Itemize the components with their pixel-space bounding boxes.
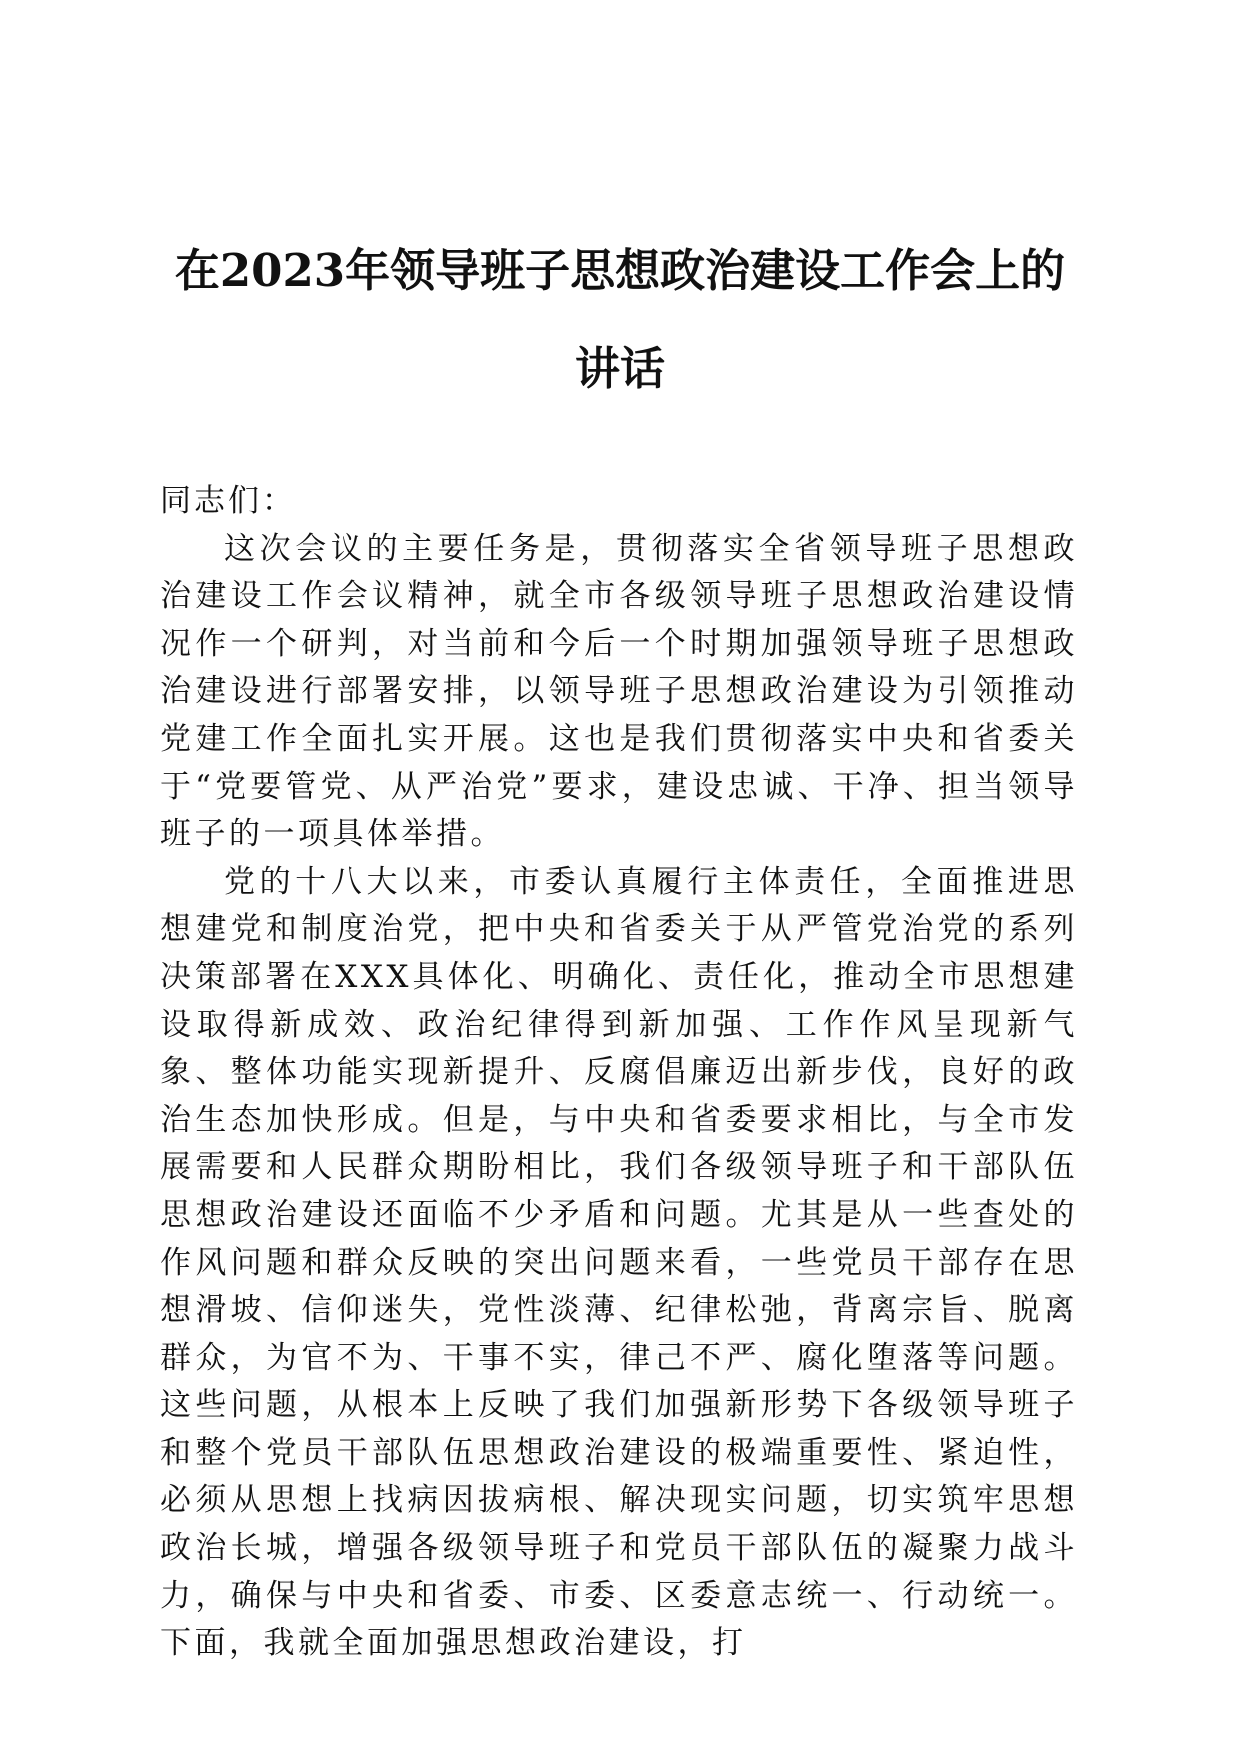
document-body [160,478,1078,1668]
paragraph-2: 党的十八大以来，市委认真履行主体责任，全面推进思想建党和制度治党，把中央和省委关于从严管党治党的系列决策部署在XXX具体化、明确化、责任化，推动全市思想建设取得新成效、政治纪律得到新加强、工作作风呈现新气象、整体功能实现新提升、反腐倡廉迈出新步伐，良好的政治生态加快形成。但是，与中央和省委要求相比，与全市发展需要和人民群众期盼相比，我们各级领导班子和干部队伍思想政治建设还面临不少矛盾和问题。尤其是从一些查处的作风问题和群众反映的突出问题来看，一些党员干部存在思想滑坡、信仰迷失，党性淡薄、纪律松弛，背离宗旨、脱离群众，为官不为、干事不实，律己不严、腐化堕落等问题。这些问题，从根本上反映了我们加强新形势下各级领导班子和整个党员干部队伍思想政治建设的极端重要性、紧迫性，必须从思想上找病因拔病根、解决现实问题，切实筑牢思想政治长城，增强各级领导班子和党员干部队伍的凝聚力战斗力，确保与中央和省委、市委、区委意志统一、行动统一。下面，我就全面加强思想政治建设，打 [160,863,1078,1662]
salutation: 同志们： [160,483,296,519]
title-line-2: 讲话 [574,342,665,395]
paragraph-1: 这次会议的主要任务是，贯彻落实全省领导班子思想政治建设工作会议精神，就全市各级领导班子思想政治建设情况作一个研判，对当前和今后一个时期加强领导班子思想政治建设进行部署安排，以领导班子思想政治建设为引领推动党建工作全面扎实开展。这也是我们贯彻落实中央和省委关于“党要管党、从严治党”要求，建设忠诚、干净、担当领导班子的一项具体举措。 [160,530,1078,853]
document-title [140,222,1100,418]
title-line-1: 在2023年领导班子思想政治建设工作会上的 [174,244,1066,297]
